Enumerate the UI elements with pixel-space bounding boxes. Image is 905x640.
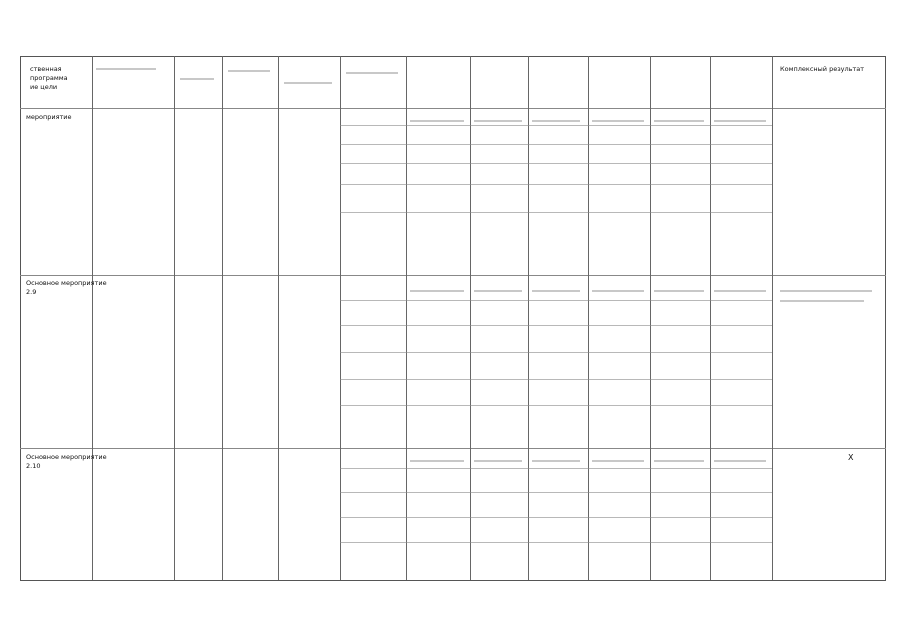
content-stroke-11	[714, 120, 766, 122]
content-stroke-9	[592, 120, 644, 122]
content-stroke-18	[410, 460, 464, 462]
content-stroke-17	[714, 290, 766, 292]
col-divider-1	[92, 56, 93, 580]
row-line-m	[340, 517, 772, 518]
col-divider-4	[278, 56, 279, 580]
content-stroke-20	[532, 460, 580, 462]
content-stroke-25	[780, 300, 864, 302]
row-line-l	[340, 492, 772, 493]
content-stroke-16	[654, 290, 704, 292]
header-label-2: программа	[30, 74, 68, 82]
table-top-rule	[20, 56, 886, 57]
content-stroke-19	[474, 460, 522, 462]
left-label-3: 2.9	[26, 288, 37, 296]
right-label-1: Комплексный результат	[780, 65, 865, 73]
content-stroke-7	[474, 120, 522, 122]
col-divider-9	[588, 56, 589, 580]
table-bottom-rule	[20, 580, 886, 581]
row-line-i	[340, 379, 772, 380]
col-divider-8	[528, 56, 529, 580]
col-divider-11	[710, 56, 711, 580]
content-stroke-13	[474, 290, 522, 292]
content-stroke-5	[346, 72, 398, 74]
row-separator-2	[20, 448, 886, 449]
content-stroke-14	[532, 290, 580, 292]
content-stroke-1	[96, 68, 156, 70]
row-line-f	[340, 300, 772, 301]
col-divider-12	[772, 56, 773, 580]
header-label-1: ственная	[30, 65, 62, 73]
row-line-a	[340, 125, 772, 126]
row-line-c	[340, 163, 772, 164]
left-label-4: Основное мероприятие	[26, 453, 107, 461]
left-label-2: Основное мероприятие	[26, 279, 107, 287]
col-divider-6	[406, 56, 407, 580]
content-stroke-10	[654, 120, 704, 122]
col-divider-7	[470, 56, 471, 580]
content-stroke-6	[410, 120, 464, 122]
content-stroke-22	[654, 460, 704, 462]
content-stroke-12	[410, 290, 464, 292]
col-divider-10	[650, 56, 651, 580]
header-label-3: ие цели	[30, 83, 58, 91]
content-stroke-8	[532, 120, 580, 122]
content-stroke-23	[714, 460, 766, 462]
row-line-b	[340, 144, 772, 145]
col-divider-2	[174, 56, 175, 580]
content-stroke-2	[180, 78, 214, 80]
table-right-rule	[885, 56, 886, 581]
content-stroke-24	[780, 290, 872, 292]
content-stroke-3	[228, 70, 270, 72]
row-line-e	[340, 212, 772, 213]
row-separator-1	[20, 275, 886, 276]
row-line-n	[340, 542, 772, 543]
left-label-1: мероприятие	[26, 113, 72, 121]
content-stroke-15	[592, 290, 644, 292]
content-stroke-21	[592, 460, 644, 462]
col-divider-5	[340, 56, 341, 580]
row-line-h	[340, 352, 772, 353]
row-line-k	[340, 468, 772, 469]
row-line-j	[340, 405, 772, 406]
row-line-g	[340, 325, 772, 326]
row-line-d	[340, 184, 772, 185]
left-label-5: 2.10	[26, 462, 41, 470]
table-left-rule	[20, 56, 21, 581]
header-separator	[20, 108, 886, 109]
right-label-x: X	[848, 453, 854, 462]
content-stroke-4	[284, 82, 332, 84]
col-divider-3	[222, 56, 223, 580]
